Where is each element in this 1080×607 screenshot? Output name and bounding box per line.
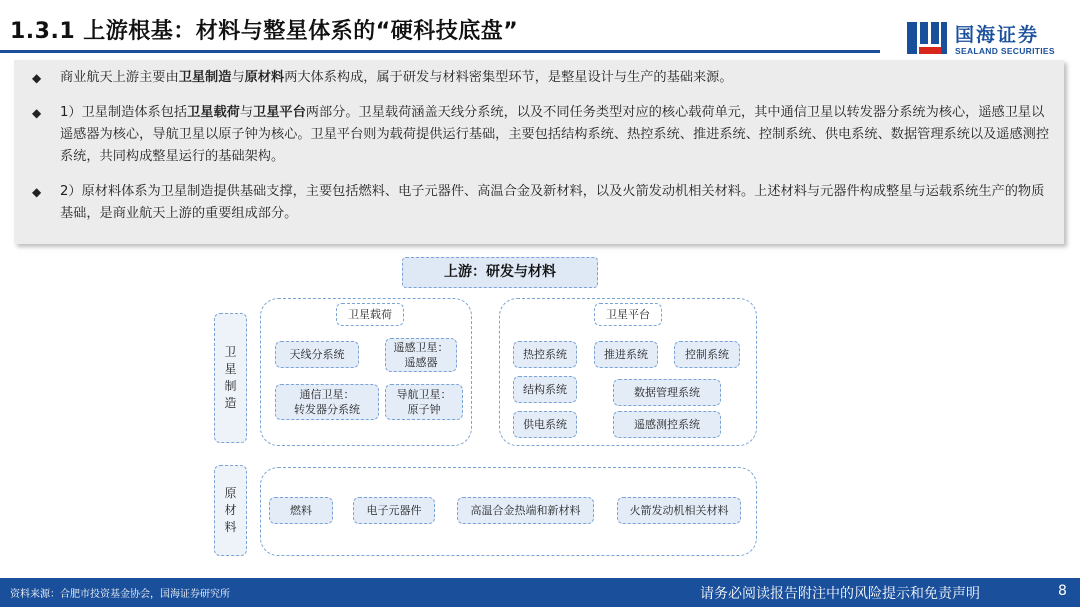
payload-item: 通信卫星： 转发器分系统: [275, 384, 379, 420]
bullet-item: [32, 181, 1050, 225]
page-title: 1.3.1 上游根基：材料与整星体系的“硬科技底盘”: [10, 19, 519, 44]
logo-text-en: SEALAND SECURITIES: [955, 46, 1055, 56]
bullet-text: 1）卫星制造体系包括卫星载荷与卫星平台两部分。卫星载荷涵盖天线分系统，以及不同任务类型对应的核心载荷单元，其中通信卫星以转发器分系统为核心，遥感卫星以遥感器为核心，导航卫星以原子钟为核心。卫星平台则为载荷提供运行基础，主要包括结构系统、热控系统、推进系统、控制系统、供电系统、数据管理系统以及遥感测控系统，共同构成整星运行的基础架构。: [60, 105, 1050, 164]
footer-bar: [0, 578, 1080, 607]
diamond-bullet-icon: ◆: [32, 106, 42, 120]
diagram-title: 上游：研发与材料: [402, 257, 598, 288]
sealand-logo-icon: [905, 18, 949, 58]
platform-item: 结构系统: [513, 376, 577, 403]
material-item: 燃料: [269, 497, 333, 524]
platform-item: 控制系统: [674, 341, 740, 368]
source-note: 资料来源：合肥市投资基金协会，国海证券研究所: [10, 589, 230, 600]
material-item: 火箭发动机相关材料: [617, 497, 741, 524]
logo-text-cn: 国海证券: [955, 24, 1040, 46]
platform-item: 热控系统: [513, 341, 577, 368]
platform-item: 数据管理系统: [613, 379, 721, 406]
material-item: 高温合金热端和新材料: [457, 497, 594, 524]
payload-item: 导航卫星： 原子钟: [385, 384, 463, 420]
summary-box: [14, 60, 1064, 244]
bullet-text: 2）原材料体系为卫星制造提供基础支撑，主要包括燃料、电子元器件、高温合金及新材料，以及火箭发动机相关材料。上述材料与元器件构成整星与运载系统生产的物质基础，是商业航天上游的重要组成部分。: [60, 184, 1045, 221]
platform-item: 遥感测控系统: [613, 411, 721, 438]
platform-item: 推进系统: [594, 341, 658, 368]
sealand-logo: [905, 18, 1075, 62]
payload-head: 卫星载荷: [336, 303, 404, 326]
payload-item: 遥感卫星： 遥感器: [385, 338, 457, 372]
disclaimer-text: 请务必阅读报告附注中的风险提示和免责声明: [700, 586, 980, 602]
page-number: 8: [1058, 583, 1067, 599]
material-item: 电子元器件: [353, 497, 435, 524]
bullet-item: [32, 102, 1050, 168]
diamond-bullet-icon: ◆: [32, 185, 42, 199]
platform-head: 卫星平台: [594, 303, 662, 326]
header-divider: [0, 50, 880, 53]
bullet-text: 商业航天上游主要由卫星制造与原材料两大体系构成，属于研发与材料密集型环节，是整星设计与生产的基础来源。: [60, 70, 733, 85]
payload-item: 天线分系统: [275, 341, 359, 368]
bullet-item: [32, 67, 1050, 89]
diamond-bullet-icon: ◆: [32, 71, 42, 85]
satellite-mfg-label: 卫星制造: [214, 313, 247, 443]
platform-item: 供电系统: [513, 411, 577, 438]
raw-material-label: 原材料: [214, 465, 247, 556]
